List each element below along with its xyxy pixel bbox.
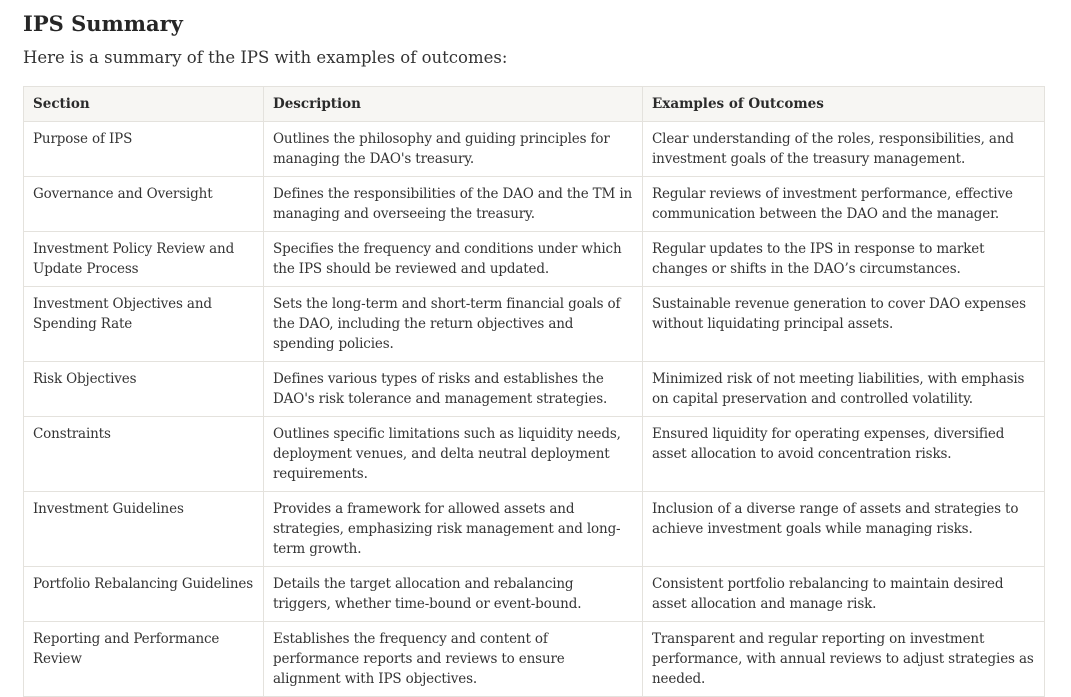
table-row [24, 232, 1045, 287]
cell-description: Establishes the frequency and content of performance reports and reviews to ensure alignment with IPS objectives. [264, 622, 643, 697]
cell-description: Defines various types of risks and establishes the DAO's risk tolerance and management strategies. [264, 362, 643, 417]
cell-outcomes: Regular updates to the IPS in response to market changes or shifts in the DAO’s circumstances. [643, 232, 1045, 287]
cell-description: Outlines specific limitations such as liquidity needs, deployment venues, and delta neutral deployment requirements. [264, 417, 643, 492]
cell-description: Provides a framework for allowed assets and strategies, emphasizing risk management and long-term growth. [264, 492, 643, 567]
intro-text: Here is a summary of the IPS with examples of outcomes: [23, 48, 508, 67]
table-row [24, 362, 1045, 417]
cell-outcomes: Clear understanding of the roles, responsibilities, and investment goals of the treasury management. [643, 122, 1045, 177]
cell-description: Outlines the philosophy and guiding principles for managing the DAO's treasury. [264, 122, 643, 177]
cell-section: Investment Objectives and Spending Rate [24, 287, 264, 362]
cell-section: Purpose of IPS [24, 122, 264, 177]
cell-section: Constraints [24, 417, 264, 492]
cell-description: Defines the responsibilities of the DAO and the TM in managing and overseeing the treasury. [264, 177, 643, 232]
table-row [24, 492, 1045, 567]
cell-outcomes: Minimized risk of not meeting liabilities, with emphasis on capital preservation and controlled volatility. [643, 362, 1045, 417]
cell-outcomes: Regular reviews of investment performance, effective communication between the DAO and the manager. [643, 177, 1045, 232]
table-row [24, 177, 1045, 232]
cell-outcomes: Ensured liquidity for operating expenses, diversified asset allocation to avoid concentration risks. [643, 417, 1045, 492]
cell-outcomes: Consistent portfolio rebalancing to maintain desired asset allocation and manage risk. [643, 567, 1045, 622]
cell-outcomes: Transparent and regular reporting on investment performance, with annual reviews to adjust strategies as needed. [643, 622, 1045, 697]
ips-summary-table [23, 86, 1045, 697]
cell-section: Reporting and Performance Review [24, 622, 264, 697]
cell-section: Risk Objectives [24, 362, 264, 417]
cell-description: Specifies the frequency and conditions under which the IPS should be reviewed and updated. [264, 232, 643, 287]
table-row [24, 622, 1045, 697]
table-row [24, 567, 1045, 622]
header-description: Description [264, 87, 643, 122]
cell-section: Portfolio Rebalancing Guidelines [24, 567, 264, 622]
cell-outcomes: Inclusion of a diverse range of assets and strategies to achieve investment goals while managing risks. [643, 492, 1045, 567]
cell-section: Governance and Oversight [24, 177, 264, 232]
cell-outcomes: Sustainable revenue generation to cover DAO expenses without liquidating principal assets. [643, 287, 1045, 362]
cell-section: Investment Guidelines [24, 492, 264, 567]
cell-section: Investment Policy Review and Update Process [24, 232, 264, 287]
cell-description: Details the target allocation and rebalancing triggers, whether time-bound or event-bound. [264, 567, 643, 622]
table-header-row [24, 87, 1045, 122]
table-row [24, 122, 1045, 177]
table-row [24, 287, 1045, 362]
page-title: IPS Summary [23, 11, 183, 36]
cell-description: Sets the long-term and short-term financial goals of the DAO, including the return objectives and spending policies. [264, 287, 643, 362]
table-row [24, 417, 1045, 492]
header-examples-of-outcomes: Examples of Outcomes [643, 87, 1045, 122]
header-section: Section [24, 87, 264, 122]
